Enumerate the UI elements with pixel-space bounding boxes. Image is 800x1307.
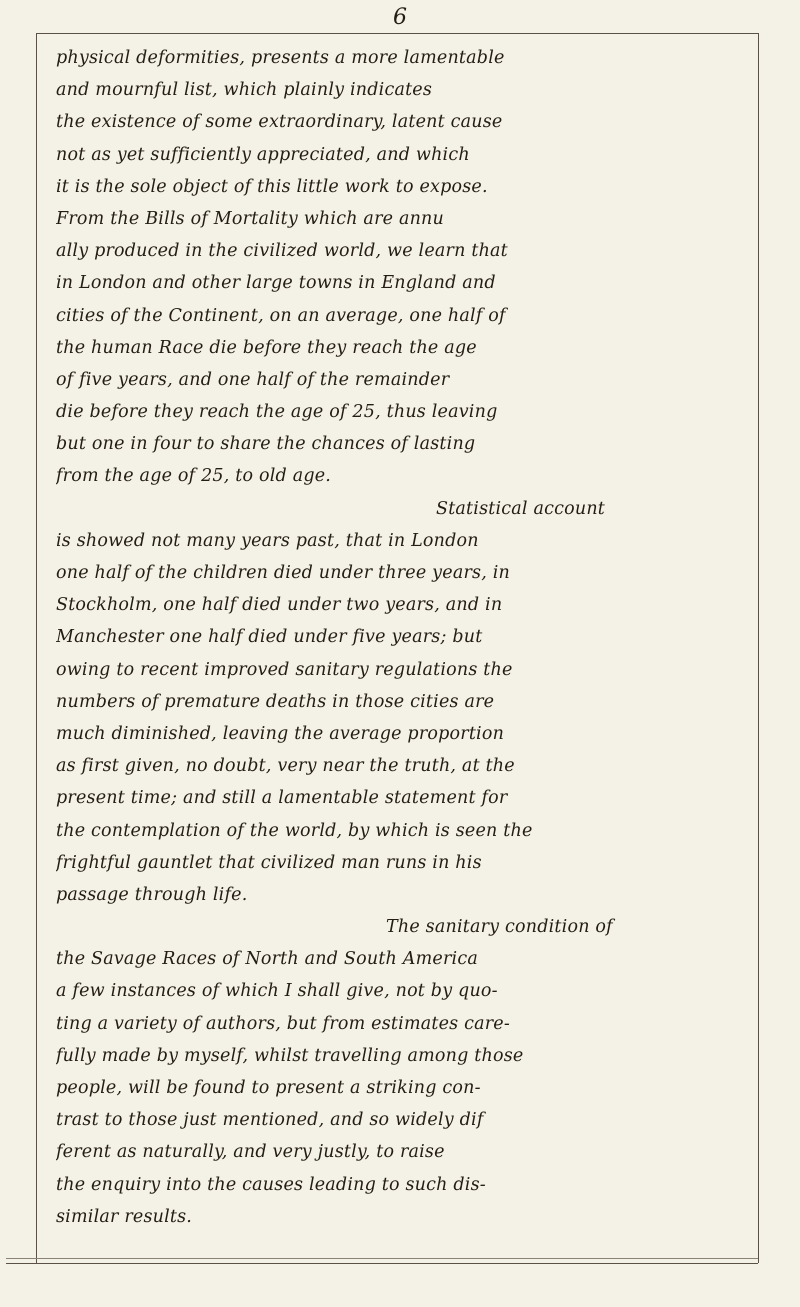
text-line: in London and other large towns in England and xyxy=(56,273,496,294)
text-line: but one in four to share the chances of lasting xyxy=(56,434,476,455)
page-frame-bottom-rule xyxy=(6,1263,758,1264)
text-line: ally produced in the civilized world, we learn that xyxy=(56,241,508,262)
text-line: trast to those just mentioned, and so widely dif xyxy=(56,1110,484,1131)
text-line: of five years, and one half of the remainder xyxy=(56,369,450,390)
text-line: the human Race die before they reach the age xyxy=(56,337,477,358)
text-line: from the age of 25, to old age. xyxy=(56,466,332,487)
text-line: present time; and still a lamentable statement for xyxy=(56,788,508,809)
text-line: Manchester one half died under five years; but xyxy=(56,627,483,648)
page-frame-left xyxy=(36,33,37,1263)
page-frame-right xyxy=(758,33,759,1263)
text-line: as first given, no doubt, very near the truth, at the xyxy=(56,756,515,777)
text-line: From the Bills of Mortality which are annu xyxy=(56,208,444,229)
page-number: 6 xyxy=(393,5,407,30)
text-line: the Savage Races of North and South America xyxy=(56,949,478,970)
text-line: cities of the Continent, on an average, one half of xyxy=(56,305,506,326)
text-line: a few instances of which I shall give, not by quo- xyxy=(56,981,498,1002)
text-line: Statistical account xyxy=(436,498,606,519)
page-frame-top xyxy=(36,33,758,34)
text-line: The sanitary condition of xyxy=(386,917,613,938)
text-line: the existence of some extraordinary, latent cause xyxy=(56,112,503,133)
text-line: not as yet sufficiently appreciated, and which xyxy=(56,144,470,165)
text-line: is showed not many years past, that in London xyxy=(56,530,479,551)
text-line: much diminished, leaving the average proportion xyxy=(56,723,505,744)
text-line: ferent as naturally, and very justly, to raise xyxy=(56,1142,445,1163)
text-line: numbers of premature deaths in those cities are xyxy=(56,691,495,712)
text-line: passage through life. xyxy=(56,884,248,905)
text-line: die before they reach the age of 25, thus leaving xyxy=(56,402,498,423)
text-line: and mournful list, which plainly indicates xyxy=(56,80,433,101)
text-line: Stockholm, one half died under two years, and in xyxy=(56,595,503,616)
text-line: frightful gauntlet that civilized man runs in his xyxy=(56,852,482,873)
text-line: physical deformities, presents a more lamentable xyxy=(56,48,505,68)
text-line: fully made by myself, whilst travelling among those xyxy=(56,1045,524,1066)
text-line: ting a variety of authors, but from estimates care- xyxy=(56,1013,510,1034)
page-frame-bottom xyxy=(6,1258,758,1259)
text-line: similar results. xyxy=(56,1206,193,1227)
text-line: the enquiry into the causes leading to such dis- xyxy=(56,1174,486,1195)
text-line: the contemplation of the world, by which is seen the xyxy=(56,820,533,841)
text-line: people, will be found to present a striking con- xyxy=(56,1078,481,1098)
text-line: owing to recent improved sanitary regulations the xyxy=(56,659,513,680)
text-line: it is the sole object of this little work to expose. xyxy=(56,176,488,197)
text-line: one half of the children died under three years, in xyxy=(56,563,510,583)
manuscript-text xyxy=(56,42,748,1233)
